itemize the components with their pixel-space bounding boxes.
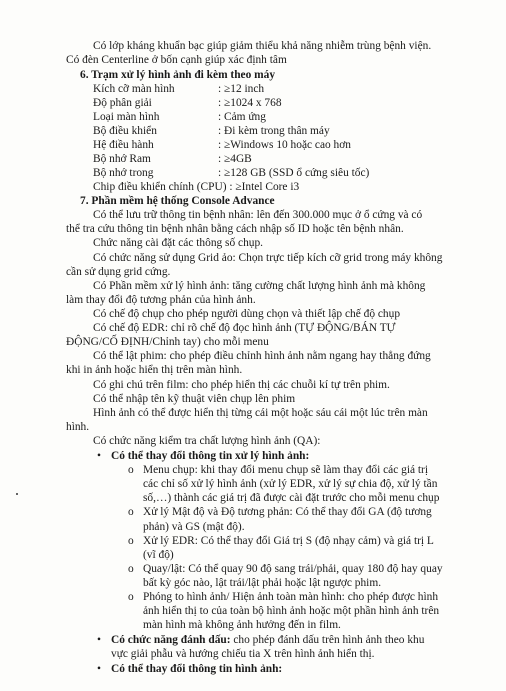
sub-item-line: Phóng to hình ảnh/ Hiện ảnh toàn màn hình: cho phép được hình xyxy=(143,591,439,603)
body-line: Có chế độ EDR: chỉ rõ chế độ đọc hình ảnh (TỰ ĐỘNG/BÁN TỰ xyxy=(93,322,396,334)
spec-label: Bộ điều khiển xyxy=(93,125,157,137)
circle-bullet-icon: o xyxy=(128,591,134,603)
sub-item-line: ảnh hiển thị to của toàn bộ hình ảnh hoặc một phần hình ảnh trên xyxy=(143,605,440,617)
bullet-icon: • xyxy=(97,634,101,646)
spec-value: : Cảm ứng xyxy=(218,111,266,123)
body-line: cần sử dụng grid cứng. xyxy=(66,266,171,278)
sub-item-line: các chỉ số xử lý hình ảnh (xử lý EDR, xử lý sự chia độ, xử lý tần xyxy=(143,478,438,490)
body-line: Có ghi chú trên film: cho phép hiển thị các chuỗi kí tự trên phim. xyxy=(93,379,390,391)
circle-bullet-icon: o xyxy=(128,535,134,547)
bullet-icon: • xyxy=(97,663,101,675)
body-line: Có chức năng sử dụng Grid ảo: Chọn trực tiếp kích cỡ grid trong máy không xyxy=(93,252,443,264)
bullet-heading: Có thể thay đổi thông tin hình ảnh: xyxy=(111,663,283,675)
bullet-icon: • xyxy=(97,450,101,462)
bullet-line xyxy=(111,633,424,647)
sub-item-line: (vĩ độ) xyxy=(143,549,174,561)
bullet-heading: Có thể thay đổi thông tin xử lý hình ảnh: xyxy=(111,450,310,462)
sub-item-line: số,…) thành các giá trị đã được cài đặt trước cho mỗi menu chụp xyxy=(143,492,440,504)
spec-label: Độ phân giải xyxy=(93,97,152,109)
body-line: thể tra cứu thông tin bệnh nhân bằng cách nhập số ID hoặc tên bệnh nhân. xyxy=(66,223,404,235)
spec-value: : ≥1024 x 768 xyxy=(218,97,282,109)
sub-item-line: bất kỳ góc nào, lật trái/lật phải hoặc lật ngược phim. xyxy=(143,577,382,589)
body-line: Có chế độ chụp cho phép người dùng chọn và thiết lập chế độ chụp xyxy=(93,308,401,320)
sub-item-line: Xử lý Mật độ và Độ tương phản: Có thể thay đổi GA (độ tương xyxy=(143,506,432,518)
spec-value: : Đi kèm trong thân máy xyxy=(218,125,330,137)
body-line: Có chức năng kiểm tra chất lượng hình ảnh (QA): xyxy=(93,435,321,447)
sub-item-line: Menu chụp: khi thay đổi menu chụp sẽ làm thay đổi các giá trị xyxy=(143,464,429,476)
spec-label: Kích cỡ màn hình xyxy=(93,83,175,95)
body-line: Có thể lưu trữ thông tin bệnh nhân: lên đến 300.000 mục ở ổ cứng và có xyxy=(93,209,423,221)
body-line: Có thể nhập tên kỹ thuật viên chụp lên phim xyxy=(93,393,296,405)
body-line: làm thay đổi độ tương phản của hình ảnh. xyxy=(66,294,256,306)
intro-line-1: Có lớp kháng khuẩn bạc giúp giảm thiểu khả năng nhiễm trùng bệnh viện. xyxy=(93,40,432,52)
circle-bullet-icon: o xyxy=(128,563,134,575)
sub-item-line: phản) và GS (mật độ). xyxy=(143,521,245,533)
bullet-heading: Có chức năng đánh dấu: xyxy=(111,634,231,646)
body-line: Chức năng cài đặt các thông số chụp. xyxy=(93,237,264,249)
circle-bullet-icon: o xyxy=(128,464,134,476)
spec-value: : ≥Windows 10 hoặc cao hơn xyxy=(218,139,351,151)
spec-label: Bộ nhớ Ram xyxy=(93,153,151,165)
sub-item-line: Quay/lật: Có thể quay 90 độ sang trái/phải, quay 180 độ hay quay xyxy=(143,563,443,575)
body-line: Có thể lật phim: cho phép điều chỉnh hình ảnh nằm ngang hay thẳng đứng xyxy=(93,350,431,362)
spec-value: : ≥128 GB (SSD ổ cứng siêu tốc) xyxy=(218,167,370,179)
spec-label: Loại màn hình xyxy=(93,111,160,123)
spec-label: Hệ điều hành xyxy=(93,139,154,151)
spec-value: : ≥12 inch xyxy=(218,83,265,95)
sub-item-line: màn hình mà không ảnh hưởng đến in film. xyxy=(143,619,341,631)
cpu-spec: Chip điều khiển chính (CPU) : ≥Intel Core i3 xyxy=(93,181,300,193)
body-line: Có Phần mềm xử lý hình ảnh: tăng cường chất lượng hình ảnh mà không xyxy=(93,280,426,292)
scan-speck xyxy=(16,493,18,495)
section-6-heading: 6. Trạm xử lý hình ảnh đi kèm theo máy xyxy=(80,69,276,81)
section-7-heading: 7. Phần mềm hệ thống Console Advance xyxy=(80,195,275,207)
bullet-text: cho phép đánh dấu trên hình ảnh theo khu xyxy=(230,634,425,646)
intro-line-2: Có đèn Centerline ở bốn cạnh giúp xác định tâm xyxy=(66,54,287,66)
sub-item-line: Xử lý EDR: Có thể thay đổi Giá trị S (độ nhạy cảm) và giá trị L xyxy=(143,535,434,547)
spec-label: Bộ nhớ trong xyxy=(93,167,154,179)
body-line: khi in ảnh hoặc hiển thị trên màn hình. xyxy=(66,364,243,376)
body-line: hình. xyxy=(66,421,90,433)
spec-value: : ≥4GB xyxy=(218,153,252,165)
circle-bullet-icon: o xyxy=(128,506,134,518)
bullet-line-cont: vực giải phẫu và hướng chiếu tia X trên hình ảnh hiển thị. xyxy=(111,648,375,660)
body-line: ĐỘNG/CỐ ĐỊNH/Chỉnh tay) cho mỗi menu xyxy=(66,336,269,348)
body-line: Hình ảnh có thể được hiển thị từng cái một hoặc sáu cái một lúc trên màn xyxy=(93,407,428,419)
